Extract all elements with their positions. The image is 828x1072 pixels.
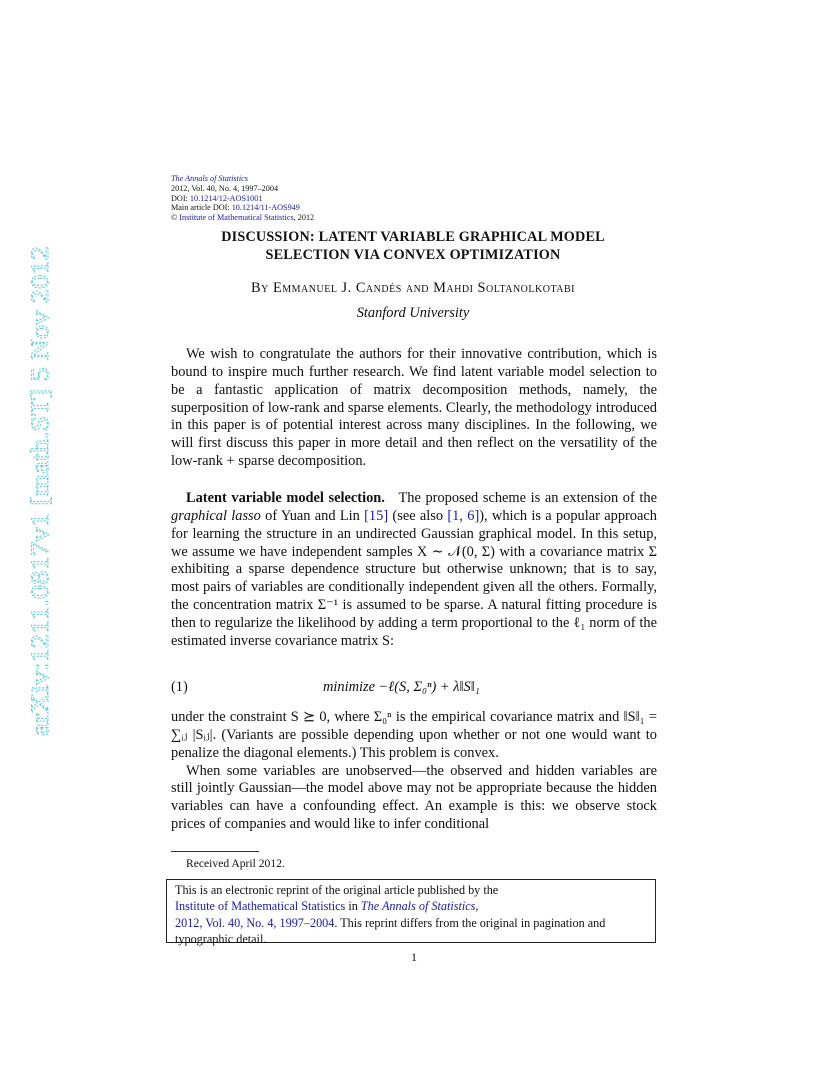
reprint-text-1: This is an electronic reprint of the original article published by the bbox=[175, 883, 499, 897]
reprint-notice-box bbox=[166, 879, 656, 946]
main-doi-label: Main article DOI: bbox=[171, 203, 232, 213]
received-date-footnote: Received April 2012. bbox=[186, 857, 285, 870]
section-text bbox=[171, 490, 657, 651]
hidden-variables-text: When some variables are unobserved—the observed and hidden variables are still jointly Gaussian—the model above may not be appropriate because the hidden variables can have a confounding effect. An example is this: we observe stock prices of companies and would like to infer conditional bbox=[171, 762, 657, 833]
reprint-ims-link[interactable]: Institute of Mathematical Statistics bbox=[175, 899, 346, 914]
ims-link[interactable]: Institute of Mathematical Statistics bbox=[179, 213, 294, 223]
byline-prefix: By bbox=[251, 280, 269, 296]
main-doi-line bbox=[171, 203, 314, 213]
copyright-line bbox=[171, 213, 314, 223]
doi-line bbox=[171, 194, 314, 204]
reprint-journal-link[interactable]: The Annals of Statistics bbox=[360, 899, 476, 914]
constraint-text: under the constraint S ⪰ 0, where Σ₀ⁿ is the empirical covariance matrix and ‖S‖₁ = ∑ᵢⱼ |Sᵢⱼ|. (Variants are possible depending upon whether or not one would want to penalize the diagonal elements.) This problem is convex. bbox=[171, 709, 657, 761]
reprint-text-3: . This reprint differs from the original in pagination and typographic detail. bbox=[175, 915, 606, 946]
section-text-3: (see also bbox=[392, 507, 444, 524]
title-line-2: SELECTION VIA CONVEX OPTIMIZATION bbox=[265, 247, 561, 263]
page-number: 1 bbox=[411, 950, 417, 964]
graphical-lasso-term: graphical lasso bbox=[171, 507, 261, 524]
paper-title bbox=[160, 228, 666, 264]
citation-link-1-6[interactable]: [1, 6] bbox=[447, 507, 480, 524]
journal-info-block bbox=[171, 174, 314, 223]
equation-body: minimize −ℓ(S, Σ₀ⁿ) + λ‖S‖₁ bbox=[323, 679, 480, 695]
footnote-divider bbox=[171, 851, 259, 852]
reprint-comma: , bbox=[475, 899, 479, 914]
intro-text: We wish to congratulate the authors for their innovative contribution, which is bound to inspire much further research. We find latent variable model selection to be a fantastic application of matrix decomposition methods, namely, the superposition of low-rank and sparse elements. Clearly, the methodology introduced in this paper is of potential interest across many disciplines. In the following, we will first discuss this paper in more detail and then reflect on the versatility of the low-rank + sparse decomposition. bbox=[171, 346, 657, 470]
arxiv-identifier-text: arXiv:1211.0817v1 [math.ST] 5 Nov 2012 bbox=[25, 300, 54, 736]
reprint-text-2: in bbox=[345, 899, 361, 914]
intro-paragraph bbox=[171, 346, 657, 471]
section-paragraph bbox=[171, 490, 657, 651]
section-text-4: ), which is a popular approach for learning the structure in an undirected Gaussian graphical model. In this setup, we assume we have independent samples X ∼ 𝒩(0, Σ) with a covariance matrix Σ exhibiting a sparse dependence structure but otherwise unknown; that is to say, most pairs of variables are conditionally independent given all the others. Formally, the concentration matrix Σ⁻¹ is assumed to be sparse. A natural fitting procedure is then to regularize the likelihood by adding a term proportional to the ℓ₁ norm of the estimated inverse covariance matrix S: bbox=[171, 507, 657, 649]
continuation-paragraphs bbox=[171, 709, 657, 834]
copyright-year: , 2012 bbox=[293, 213, 315, 223]
section-heading: Latent variable model selection. bbox=[186, 490, 385, 506]
doi-label: DOI: bbox=[171, 193, 190, 203]
section-text-2: of Yuan and Lin bbox=[265, 507, 360, 524]
arxiv-identifier-sidebar bbox=[14, 240, 58, 740]
journal-name: The Annals of Statistics bbox=[171, 174, 248, 183]
reprint-volume-link[interactable]: 2012, Vol. 40, No. 4, 1997–2004 bbox=[175, 915, 335, 930]
author-byline bbox=[160, 280, 666, 297]
copyright-icon: © bbox=[171, 213, 178, 223]
section-text-1: The proposed scheme is an extension of the bbox=[398, 490, 657, 506]
main-doi-link[interactable]: 10.1214/11-AOS949 bbox=[231, 203, 300, 213]
equation-1 bbox=[171, 679, 657, 699]
volume-line: 2012, Vol. 40, No. 4, 1997–2004 bbox=[171, 183, 279, 193]
title-line-1: DISCUSSION: LATENT VARIABLE GRAPHICAL MODEL bbox=[221, 229, 605, 245]
author-names: Emmanuel J. Candés and Mahdi Soltanolkotabi bbox=[272, 280, 575, 296]
equation-number: (1) bbox=[171, 679, 188, 695]
affiliation: Stanford University bbox=[356, 305, 470, 321]
citation-link-15[interactable]: [15] bbox=[364, 507, 389, 524]
doi-link[interactable]: 10.1214/12-AOS1001 bbox=[189, 193, 263, 203]
